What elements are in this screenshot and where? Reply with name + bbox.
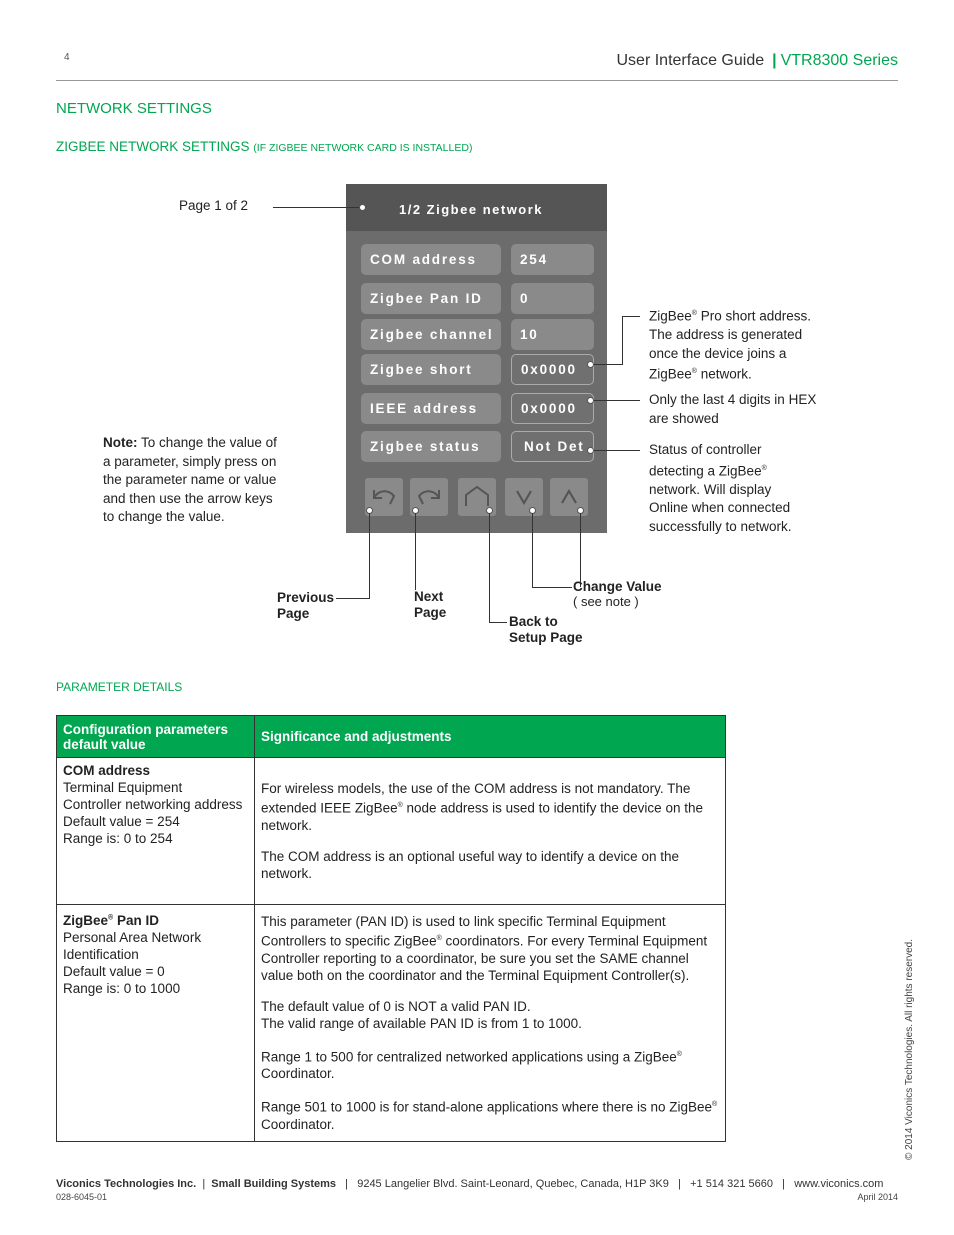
- chevron-up-icon: [557, 487, 581, 507]
- series-title: VTR8300 Series: [780, 52, 898, 69]
- param-title: COM address: [63, 763, 151, 778]
- leader-prev-v: [369, 513, 370, 598]
- significance-text: Range 501 to 1000 is for stand-alone applications where there is no ZigBee: [261, 1099, 713, 1115]
- chevron-down-icon: [512, 487, 536, 507]
- param-line: Range is: 0 to 254: [63, 831, 173, 846]
- callout-dot-short: [587, 361, 594, 368]
- table-header-row: [57, 716, 726, 758]
- value-com-address[interactable]: 254: [511, 244, 594, 275]
- param-line: Default value = 254: [63, 814, 180, 829]
- value-down-button[interactable]: [505, 478, 543, 516]
- significance-text: Coordinator.: [261, 1116, 335, 1132]
- callout-dot-status: [587, 447, 594, 454]
- significance-cell: [255, 758, 726, 905]
- back-arrow-icon: [369, 484, 399, 510]
- significance-text: Coordinator.: [261, 1066, 335, 1081]
- reg-mark: ®: [691, 368, 697, 375]
- value-pan-id[interactable]: 0: [511, 283, 594, 314]
- doc-number: 028-6045-01: [56, 1192, 108, 1202]
- back-setup-label: Back to Setup Page: [509, 614, 583, 645]
- param-line: Terminal Equipment: [63, 780, 183, 795]
- significance-cell: [255, 905, 726, 1142]
- status-desc: Status of controller detecting a ZigBee: [649, 442, 762, 478]
- change-value-label: Change Value: [573, 579, 662, 594]
- significance-text: The valid range of available PAN ID is from 1 to 1000.: [261, 1015, 582, 1031]
- significance-text: The COM address is an optional useful way to identify a device on the network.: [261, 848, 679, 881]
- see-note-label: ( see note ): [573, 594, 639, 609]
- param-status[interactable]: Zigbee status: [361, 431, 501, 462]
- param-line: Controller networking address: [63, 797, 243, 812]
- reg-mark: ®: [761, 464, 767, 472]
- status-callout: [649, 441, 814, 536]
- footer-phone: +1 514 321 5660: [690, 1178, 773, 1190]
- footer-sep: |: [678, 1178, 681, 1190]
- table-row: [57, 758, 726, 905]
- leader-home-h: [489, 622, 507, 623]
- note-label: Note:: [103, 435, 138, 450]
- param-line: Personal Area Network: [63, 929, 202, 945]
- param-cell: [57, 905, 255, 1142]
- forward-arrow-icon: [414, 484, 444, 510]
- leader-home-v: [489, 513, 490, 623]
- reg-mark: ®: [436, 935, 442, 942]
- note-text: [103, 434, 283, 527]
- leader-short-h2: [622, 316, 640, 317]
- significance-text: Range 1 to 500 for centralized networked applications using a ZigBee: [261, 1049, 677, 1064]
- home-icon: [462, 484, 492, 510]
- next-page-label: Next Page: [414, 589, 447, 620]
- param-line: Identification: [63, 946, 139, 962]
- param-channel[interactable]: Zigbee channel: [361, 319, 501, 350]
- section-title: NETWORK SETTINGS: [56, 100, 212, 117]
- note-body: To change the value of a parameter, simply press on the parameter name or value and then use the arrow keys to change the value.: [103, 435, 277, 524]
- value-ieee: 0x0000: [511, 393, 594, 424]
- footer-division: Small Building Systems: [211, 1178, 336, 1190]
- ieee-callout: Only the last 4 digits in HEX are showed: [649, 392, 817, 426]
- leader-ieee: [594, 400, 640, 401]
- param-pan-id[interactable]: Zigbee Pan ID: [361, 283, 501, 314]
- leader-short-h: [594, 364, 622, 365]
- callout-dot-ieee: [587, 397, 594, 404]
- footer-sep: |: [345, 1178, 349, 1190]
- footer: [56, 1178, 883, 1190]
- reg-mark: ®: [691, 310, 697, 317]
- significance-text: coordinators. For every Terminal Equipment Controller reporting to a coordinator, be sure you set the SAME channel value both on the coordinator and the Terminal Equipment Controller(s).: [261, 933, 708, 983]
- param-cell: [57, 758, 255, 905]
- previous-page-label: Previous Page: [277, 590, 335, 621]
- param-line: Default value = 0: [63, 963, 165, 979]
- copyright: © 2014 Viconics Technologies. All rights reserved.: [904, 938, 915, 1160]
- page-label: Page 1 of 2: [179, 198, 249, 213]
- subsection-note: (IF ZIGBEE NETWORK CARD IS INSTALLED): [253, 142, 473, 154]
- param-short[interactable]: Zigbee short: [361, 354, 501, 385]
- footer-sep: |: [202, 1178, 206, 1190]
- reg-mark: ®: [712, 1101, 718, 1108]
- leader-page: [273, 207, 359, 208]
- short-addr-end: network.: [700, 366, 752, 382]
- param-com-address[interactable]: COM address: [361, 244, 501, 275]
- page-header: [617, 52, 899, 70]
- value-status: Not Det: [511, 431, 594, 462]
- reg-mark: ®: [676, 1050, 682, 1058]
- leader-change-h: [532, 587, 572, 588]
- subsection-title: [56, 139, 472, 154]
- value-short: 0x0000: [511, 354, 594, 385]
- col1-header: Configuration parameters default value: [57, 716, 255, 758]
- leader-short-v: [622, 316, 623, 365]
- param-line: Range is: 0 to 1000: [63, 980, 181, 996]
- header-separator: |: [772, 52, 777, 69]
- significance-text: For wireless models, the use of the COM address is not mandatory. The extended IEEE ZigBee: [261, 781, 691, 816]
- significance-text: node address is used to identify the device on the network.: [261, 800, 703, 833]
- reg-mark: ®: [397, 802, 403, 809]
- param-title: ZigBee® Pan ID: [63, 912, 159, 928]
- leader-up-v: [580, 513, 581, 587]
- callout-dot-title: [359, 204, 366, 211]
- footer-company: Viconics Technologies Inc.: [56, 1178, 197, 1190]
- footer-date: April 2014: [857, 1192, 898, 1202]
- parameter-details-title: PARAMETER DETAILS: [56, 680, 183, 694]
- zigbee-word: ZigBee: [649, 308, 692, 324]
- leader-next-v: [415, 513, 416, 590]
- leader-status: [594, 450, 640, 451]
- screen-title: 1/2 Zigbee network: [399, 202, 544, 217]
- header-rule: [56, 80, 898, 81]
- param-ieee[interactable]: IEEE address: [361, 393, 501, 424]
- status-desc-end: network. Will display Online when connected successfully to network.: [649, 481, 792, 534]
- footer-website[interactable]: www.viconics.com: [794, 1178, 884, 1190]
- value-channel[interactable]: 10: [511, 319, 594, 350]
- subsection-heading: ZIGBEE NETWORK SETTINGS: [56, 139, 250, 154]
- significance-text: The default value of 0 is NOT a valid PAN ID.: [261, 998, 531, 1014]
- significance-text: This parameter (PAN ID) is used to link specific Terminal Equipment Controllers to specific ZigBee: [261, 914, 666, 949]
- guide-title: User Interface Guide: [616, 52, 765, 69]
- page-number: 4: [64, 52, 70, 63]
- short-addr-desc: Pro short address. The address is generated once the device joins a ZigBee: [649, 308, 812, 382]
- footer-sep: |: [782, 1178, 786, 1190]
- leader-down-v: [532, 513, 533, 587]
- table-row: [57, 905, 726, 1142]
- short-address-callout: [649, 305, 834, 384]
- parameter-table: [56, 715, 726, 1142]
- col2-header: Significance and adjustments: [255, 716, 726, 758]
- footer-address: 9245 Langelier Blvd. Saint-Leonard, Quebec, Canada, H1P 3K9: [357, 1178, 669, 1190]
